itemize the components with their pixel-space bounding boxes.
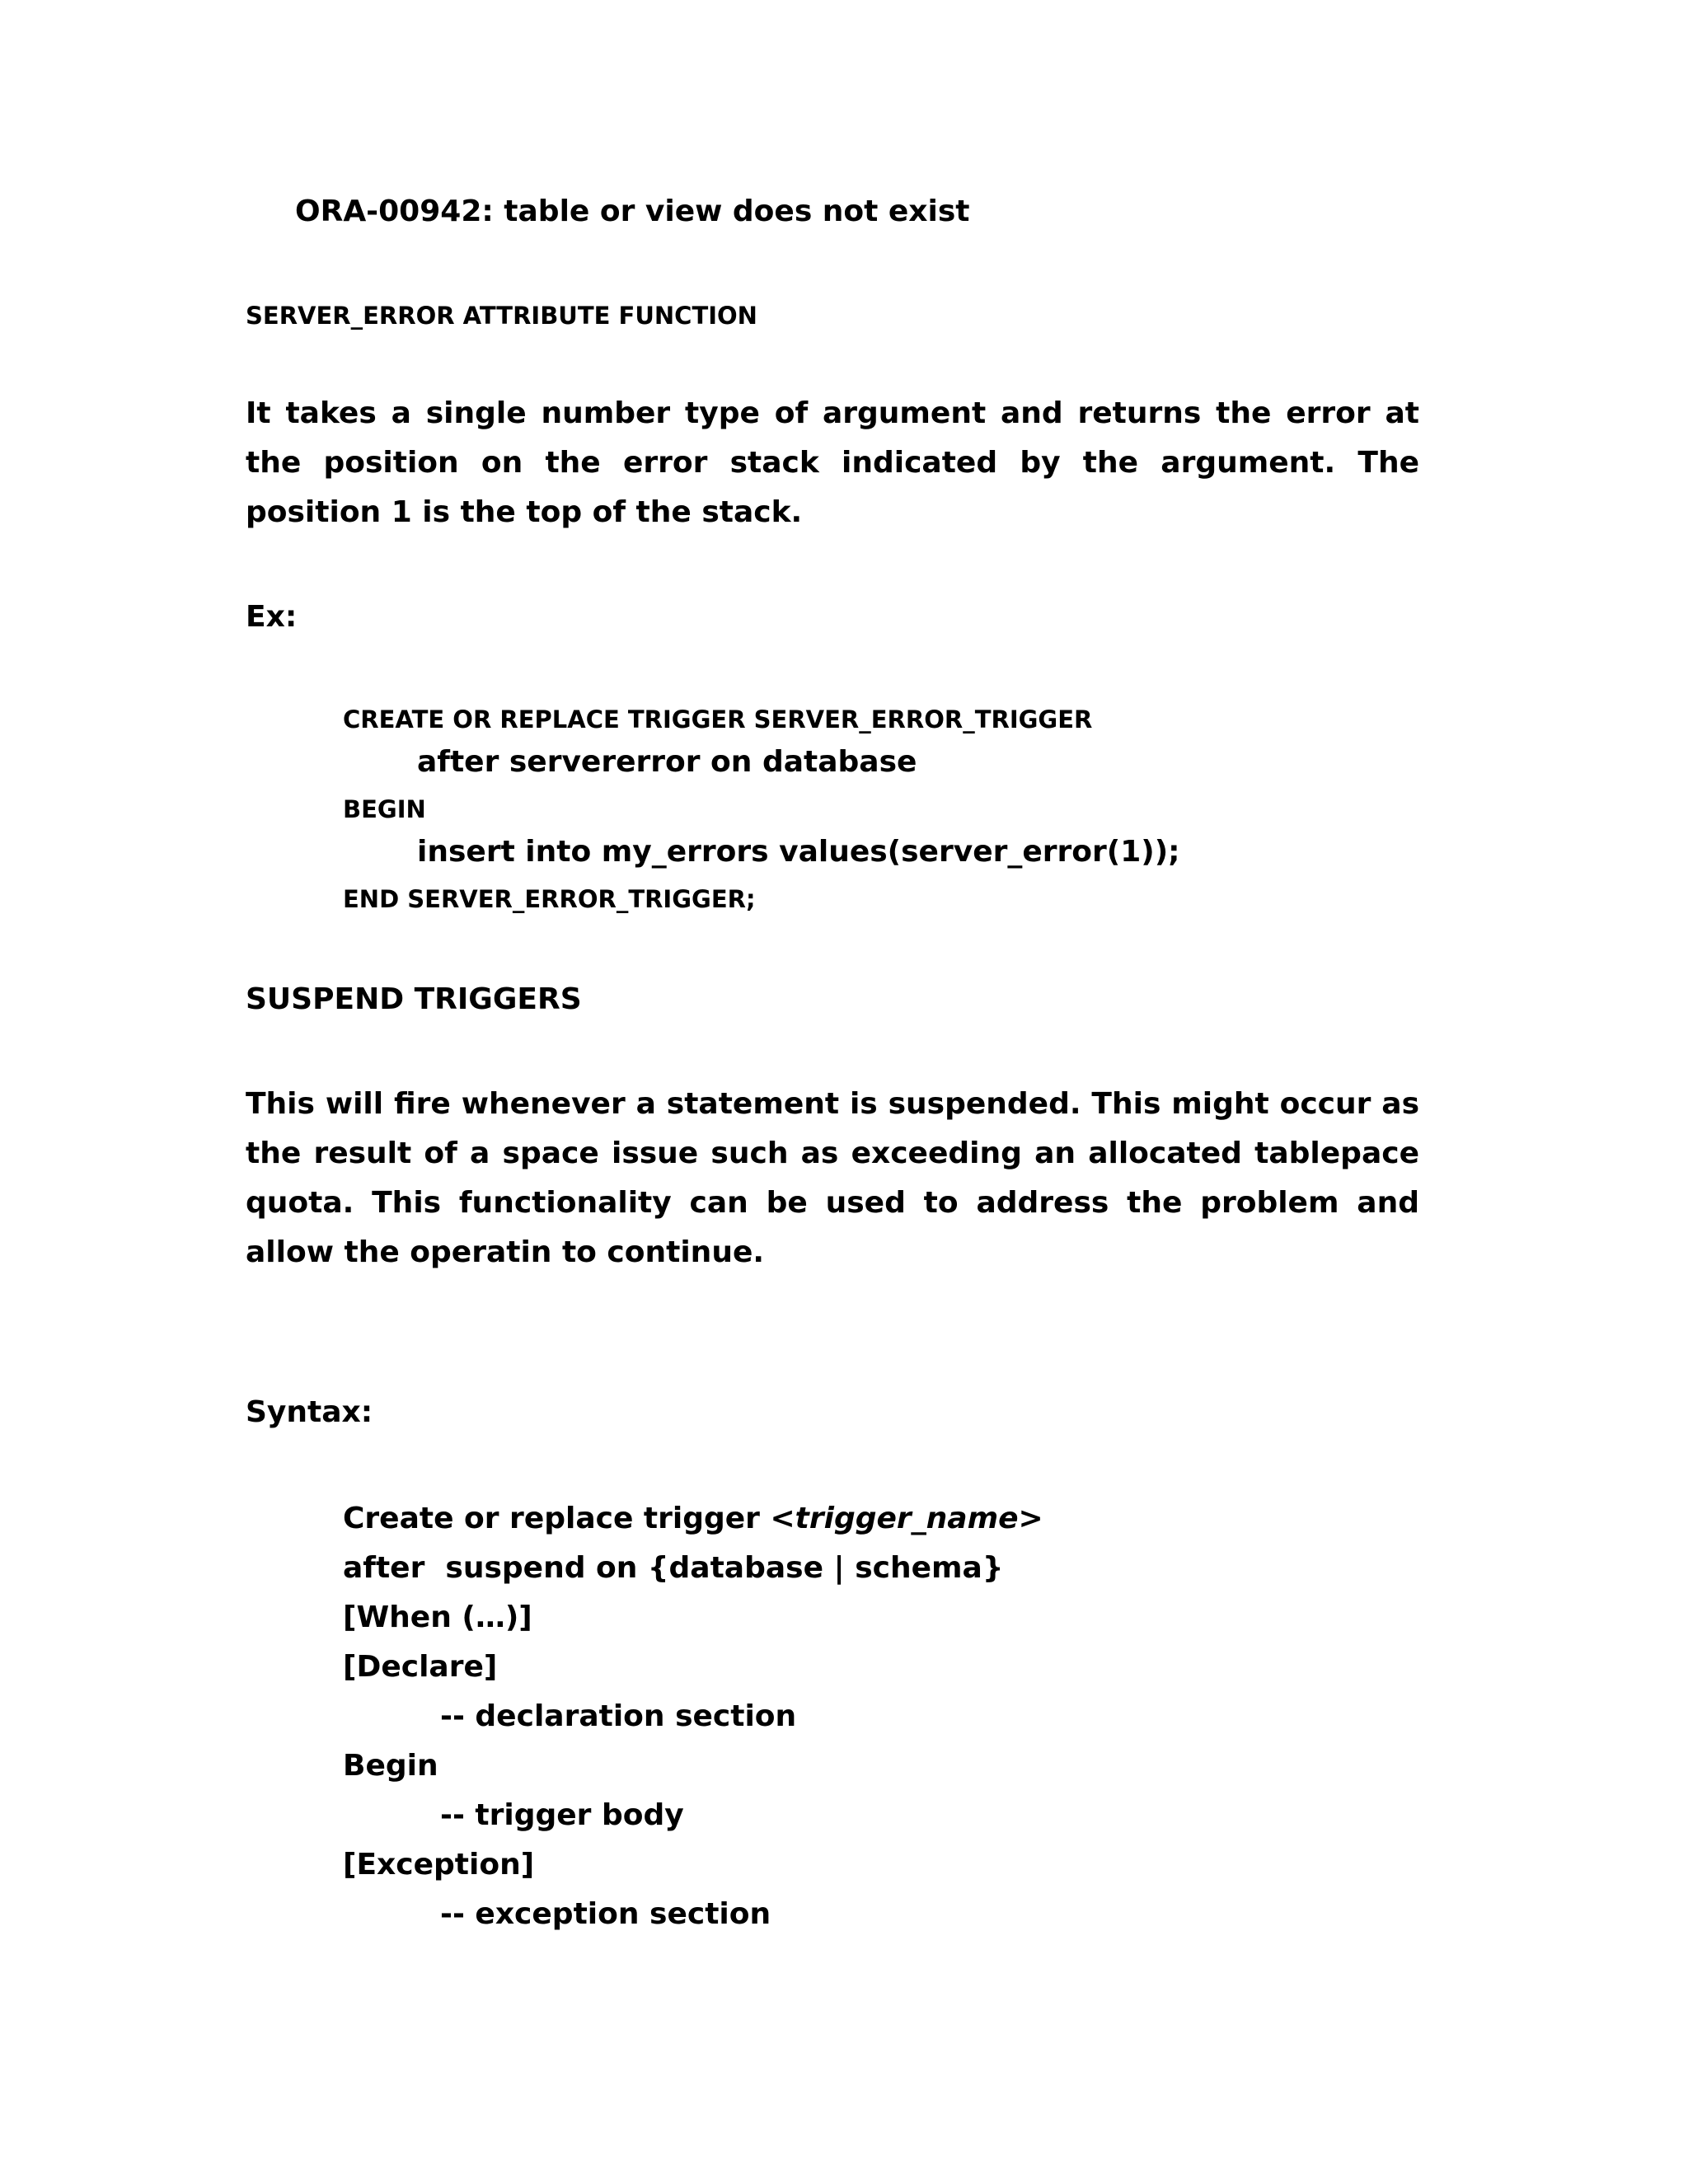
suspend-triggers-description: This will fire whenever a statement is suspended. This might occur as the result of a space issue such as exceeding an allocated tablepace quota. This functionality can be used to address the problem and allow the operatin to continue. — [246, 1087, 1419, 1269]
suspend-triggers-heading: SUSPEND TRIGGERS — [246, 982, 582, 1016]
syntax-label: Syntax: — [246, 1395, 373, 1429]
syntax-suffix: > — [1018, 1502, 1043, 1535]
server-error-heading: SERVER_ERROR ATTRIBUTE FUNCTION — [246, 302, 757, 330]
syntax-line — [343, 1502, 1043, 1535]
error-message-line: ORA-00942: table or view does not exist — [295, 194, 970, 228]
syntax-line: [Declare] — [343, 1650, 498, 1684]
syntax-prefix: Create or replace trigger < — [343, 1502, 795, 1535]
syntax-line: -- exception section — [440, 1897, 771, 1931]
code-line: after servererror on database — [417, 745, 917, 779]
code-line: insert into my_errors values(server_error(1)); — [417, 835, 1180, 869]
syntax-line: [Exception] — [343, 1848, 535, 1882]
code-line: END SERVER_ERROR_TRIGGER; — [343, 885, 756, 913]
syntax-line: after suspend on {database | schema} — [343, 1551, 1004, 1585]
example-label: Ex: — [246, 600, 298, 634]
server-error-description: It takes a single number type of argument and returns the error at the position on the error stack indicated by the argument. The position 1 is the top of the stack. — [246, 396, 1419, 529]
syntax-placeholder: trigger_name — [795, 1502, 1019, 1535]
code-line: BEGIN — [343, 795, 426, 823]
syntax-line: -- declaration section — [440, 1699, 797, 1733]
code-line: CREATE OR REPLACE TRIGGER SERVER_ERROR_TRIGGER — [343, 705, 1093, 733]
syntax-line: -- trigger body — [440, 1798, 684, 1832]
syntax-line: [When (…)] — [343, 1601, 532, 1634]
syntax-line: Begin — [343, 1749, 438, 1783]
